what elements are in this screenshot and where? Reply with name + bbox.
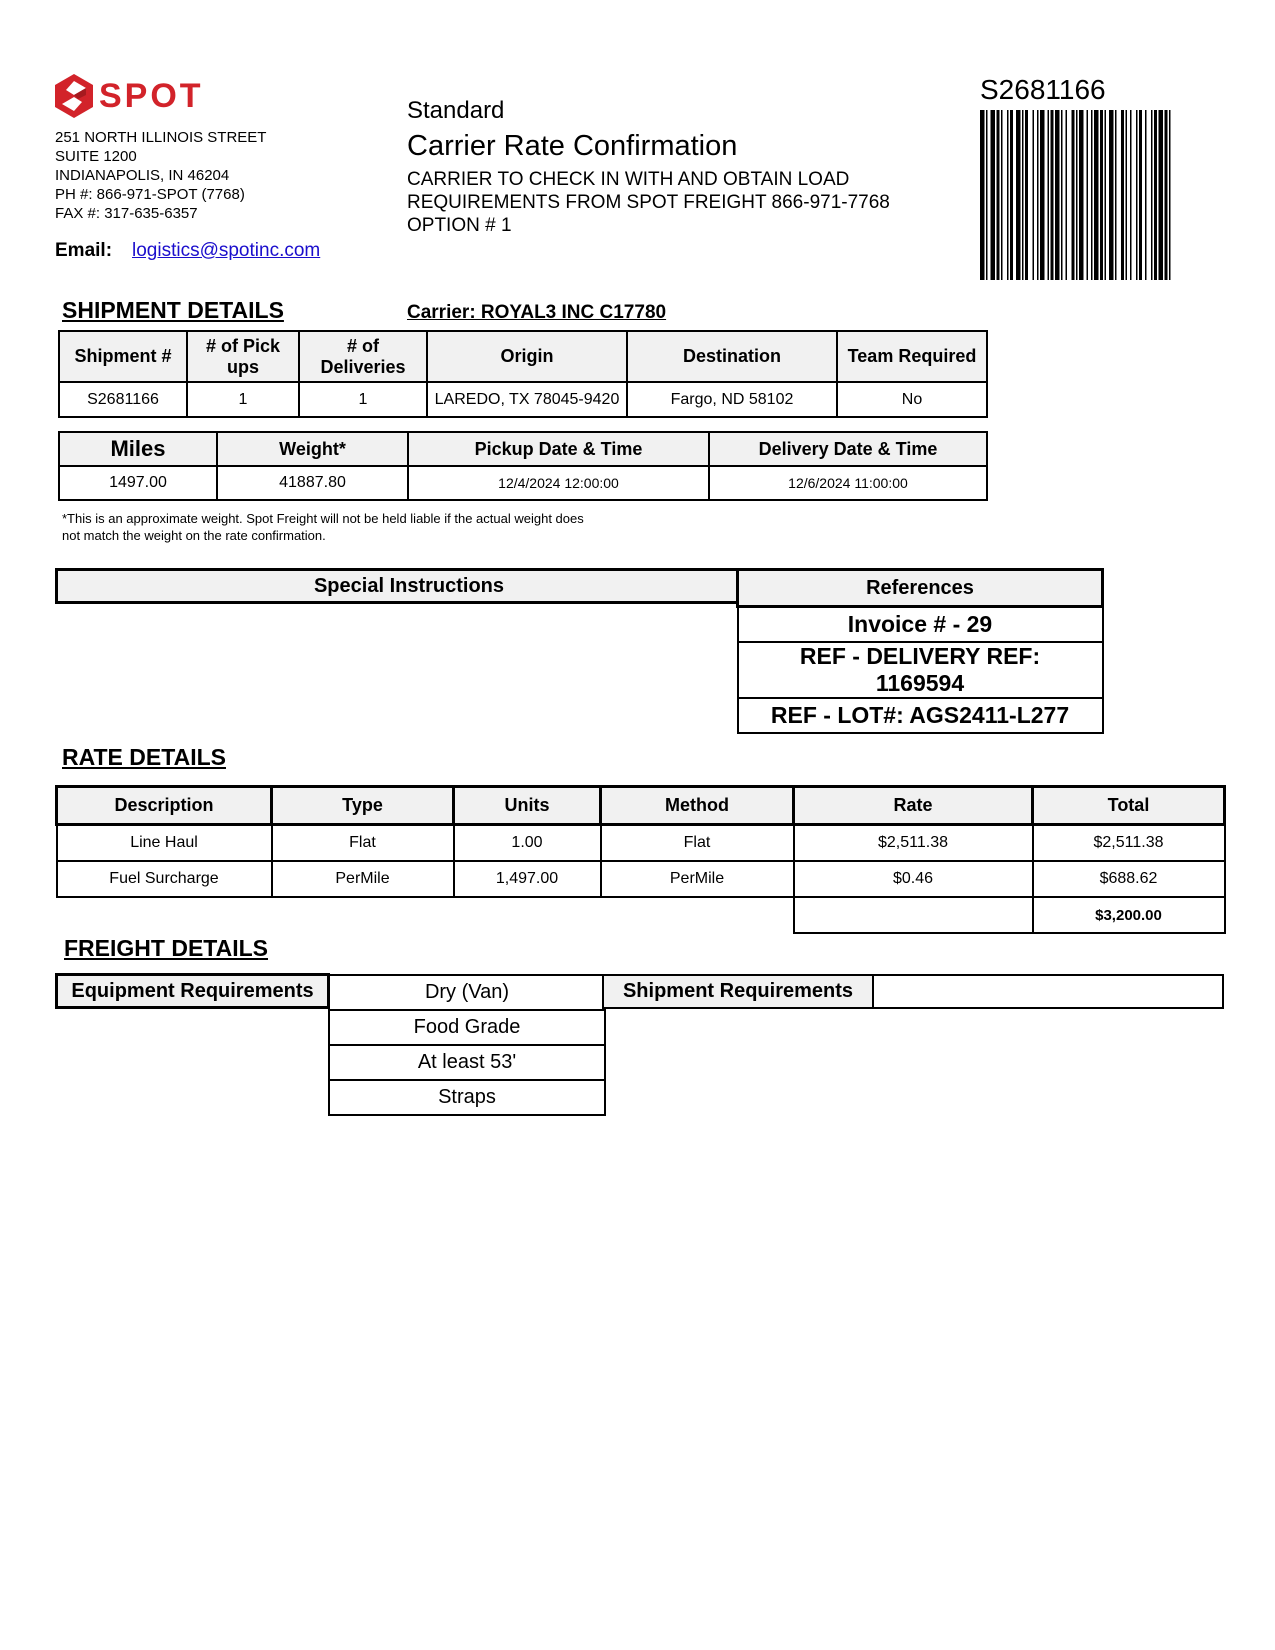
notice-line: CARRIER TO CHECK IN WITH AND OBTAIN LOAD (407, 169, 850, 190)
cell: 12/4/2024 12:00:00 (408, 466, 709, 500)
barcode-bar (1048, 110, 1050, 280)
col-header: Rate (794, 787, 1033, 825)
cell: S2681166 (59, 382, 187, 417)
cell: $0.46 (794, 861, 1033, 897)
col-header: Total (1033, 787, 1225, 825)
barcode-bar (1040, 110, 1045, 280)
confirmation-type: Standard (407, 97, 505, 124)
cell: Flat (272, 825, 454, 862)
address-line: PH #: 866-971-SPOT (7768) (55, 186, 245, 203)
address-line: FAX #: 317-635-6357 (55, 205, 198, 222)
equipment-item: Dry (Van) (329, 975, 605, 1010)
cell: Flat (601, 825, 794, 862)
barcode-bar (1076, 110, 1078, 280)
col-header: Delivery Date & Time (709, 432, 987, 466)
cell: $2,511.38 (794, 825, 1033, 862)
company-address (55, 128, 266, 223)
barcode-bar (1037, 110, 1039, 280)
col-header: Team Required (837, 331, 987, 382)
freight-details-title: FREIGHT DETAILS (64, 935, 269, 961)
cell: PerMile (272, 861, 454, 897)
notice-line: REQUIREMENTS FROM SPOT FREIGHT 866-971-7768 (407, 192, 890, 213)
col-header: Type (272, 787, 454, 825)
barcode-bar (1109, 110, 1114, 280)
table-row (57, 825, 1225, 862)
barcode-bar (1079, 110, 1084, 280)
address-line: 251 NORTH ILLINOIS STREET (55, 129, 267, 146)
cell: 1 (187, 382, 299, 417)
col-header: Origin (427, 331, 627, 382)
shipment-table (58, 330, 988, 418)
col-header: Units (454, 787, 601, 825)
table-row (57, 861, 1225, 897)
barcode-bar (1091, 110, 1093, 280)
special-instructions-header: Special Instructions (55, 568, 763, 604)
reference-item: REF - LOT#: AGS2411-L277 (738, 698, 1103, 733)
col-header: Miles (59, 432, 217, 466)
equipment-item: Food Grade (329, 1010, 605, 1045)
barcode-bar (1159, 110, 1164, 280)
table-row (59, 466, 987, 500)
carrier-name: Carrier: ROYAL3 INC C17780 (407, 302, 667, 323)
barcode-bar (1010, 110, 1013, 280)
cell: $688.62 (1033, 861, 1225, 897)
shipment-number: S2681166 (980, 74, 1106, 105)
col-header: Destination (627, 331, 837, 382)
address-line: INDIANAPOLIS, IN 46204 (55, 167, 230, 184)
reference-item: REF - DELIVERY REF: 1169594 (738, 642, 1103, 698)
cell: 1497.00 (59, 466, 217, 500)
barcode-bar (997, 110, 1000, 280)
cell: 1.00 (454, 825, 601, 862)
barcode-bar (1051, 110, 1054, 280)
logo-text: SPOT (99, 77, 204, 115)
cell: LAREDO, TX 78045-9420 (427, 382, 627, 417)
references-table (736, 568, 1104, 734)
cell: Fargo, ND 58102 (627, 382, 837, 417)
barcode-bar (1145, 110, 1147, 280)
col-header: Description (57, 787, 272, 825)
barcode-bar (1136, 110, 1138, 280)
barcode-bar (1007, 110, 1009, 280)
barcode-bar (1121, 110, 1124, 280)
cell: Line Haul (57, 825, 272, 862)
barcode-icon (980, 110, 1212, 280)
references-header: References (738, 570, 1103, 607)
equipment-item: At least 53' (329, 1045, 605, 1080)
col-header: # of Deliveries (299, 331, 427, 382)
schedule-table (58, 431, 988, 501)
equipment-requirements-label: Equipment Requirements (55, 973, 330, 1009)
rate-details-title: RATE DETAILS (62, 744, 226, 770)
empty-cell (57, 897, 794, 933)
email-label: Email: (55, 240, 113, 261)
barcode-bar (1001, 110, 1003, 280)
address-line: SUITE 1200 (55, 148, 137, 165)
cell: PerMile (601, 861, 794, 897)
barcode-bar (1105, 110, 1107, 280)
barcode-bar (1151, 110, 1153, 280)
barcode-bar (1022, 110, 1024, 280)
document-title: Carrier Rate Confirmation (407, 130, 738, 162)
barcode-bar (1087, 110, 1089, 280)
barcode-bar (991, 110, 996, 280)
weight-footnote (62, 510, 584, 544)
cell: $2,511.38 (1033, 825, 1225, 862)
cell: 12/6/2024 11:00:00 (709, 466, 987, 500)
equipment-item: Straps (329, 1080, 605, 1115)
barcode-bar (1016, 110, 1021, 280)
shipment-requirements-label: Shipment Requirements (602, 974, 874, 1009)
reference-item: Invoice # - 29 (738, 607, 1103, 642)
col-header: Pickup Date & Time (408, 432, 709, 466)
email-link[interactable]: logistics@spotinc.com (132, 240, 321, 261)
barcode-bar (1100, 110, 1103, 280)
barcode-bar (1094, 110, 1099, 280)
barcode-bar (1115, 110, 1117, 280)
barcode-bar (1072, 110, 1075, 280)
col-header: # of Pick ups (187, 331, 299, 382)
cell: No (837, 382, 987, 417)
col-header: Shipment # (59, 331, 187, 382)
barcode-bar (1154, 110, 1157, 280)
barcode-bar (1165, 110, 1168, 280)
barcode-bar (1033, 110, 1035, 280)
total-spacer-cell (794, 897, 1033, 933)
cell: Fuel Surcharge (57, 861, 272, 897)
barcode-bar (1169, 110, 1171, 280)
barcode-bar (1130, 110, 1132, 280)
footnote-line: not match the weight on the rate confirmation. (62, 528, 326, 543)
cell: 1 (299, 382, 427, 417)
shipment-requirements-value (872, 974, 1224, 1009)
equipment-list (328, 974, 606, 1116)
notice-line: OPTION # 1 (407, 215, 512, 236)
grand-total: $3,200.00 (1033, 897, 1225, 933)
barcode-bar (1061, 110, 1063, 280)
barcode-bar (986, 110, 988, 280)
cell: 1,497.00 (454, 861, 601, 897)
barcode-bar (1055, 110, 1060, 280)
rate-table (55, 785, 1226, 934)
barcode-bar (1126, 110, 1128, 280)
cell: 41887.80 (217, 466, 408, 500)
barcode-bar (1066, 110, 1068, 280)
total-row (57, 897, 1225, 933)
shipment-details-title: SHIPMENT DETAILS (62, 297, 284, 323)
col-header: Weight* (217, 432, 408, 466)
col-header: Method (601, 787, 794, 825)
check-in-notice (407, 168, 890, 237)
barcode-bar (980, 110, 985, 280)
barcode-bar (1025, 110, 1028, 280)
table-row (59, 382, 987, 417)
barcode-bar (1139, 110, 1142, 280)
footnote-line: *This is an approximate weight. Spot Freight will not be held liable if the actual weight does (62, 511, 584, 526)
